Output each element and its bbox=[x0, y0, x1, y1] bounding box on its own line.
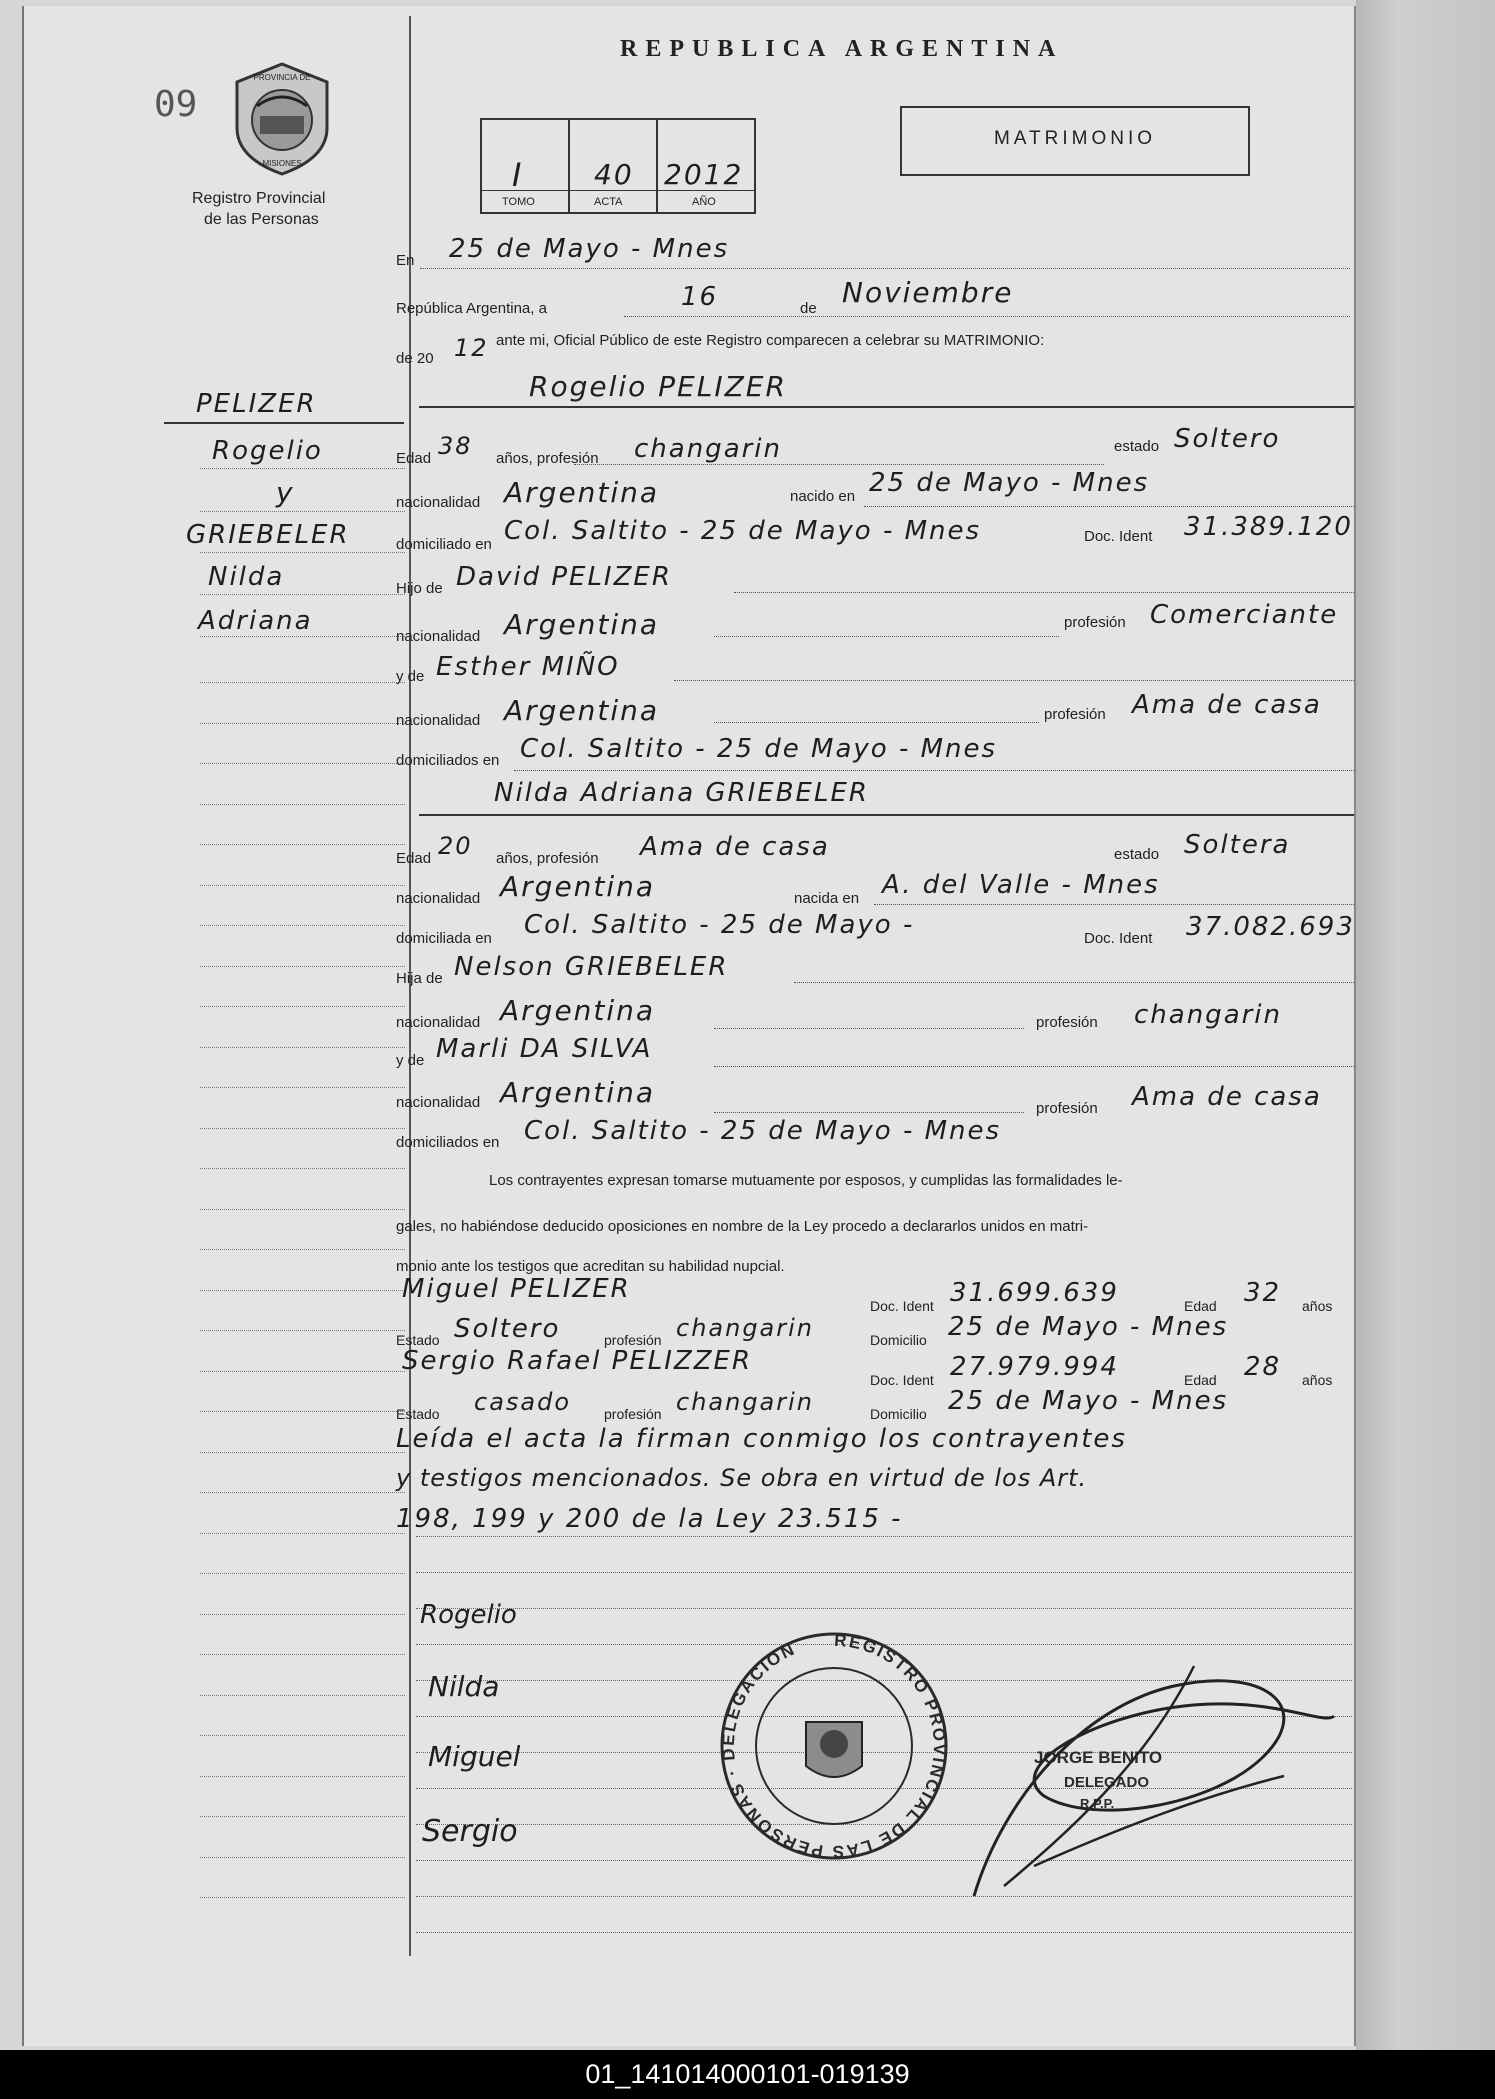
officer-name: JORGE BENITO bbox=[1034, 1748, 1163, 1767]
witness-2-age: 28 bbox=[1244, 1352, 1282, 1382]
margin-groom-name: Rogelio bbox=[212, 436, 323, 466]
acta-label: ACTA bbox=[594, 196, 623, 208]
groom-hijo-label: Hijo de bbox=[396, 580, 443, 597]
stamp-ring-text: REGISTRO PROVINCIAL DE LAS PERSONAS · DELEGACION bbox=[718, 1630, 950, 1862]
witness-2-doc: 27.979.994 bbox=[950, 1352, 1119, 1382]
margin-rule bbox=[200, 1290, 405, 1291]
margin-rule bbox=[200, 1654, 405, 1655]
groom-parents-dom-label: domiciliados en bbox=[396, 752, 500, 769]
intro-de-label: de bbox=[800, 300, 817, 317]
witness-2-anios-label: años bbox=[1302, 1372, 1333, 1388]
bride-birthplace: A. del Valle - Mnes bbox=[882, 870, 1160, 900]
groom-name: Rogelio PELIZER bbox=[529, 370, 787, 403]
witness-1-estado: Soltero bbox=[454, 1314, 561, 1344]
witness-1-doc: 31.699.639 bbox=[950, 1278, 1119, 1308]
anio-value: 2012 bbox=[664, 158, 744, 191]
groom-mother-prof-label: profesión bbox=[1044, 706, 1106, 723]
witness-2-doc-label: Doc. Ident bbox=[870, 1372, 934, 1388]
groom-father-prof-label: profesión bbox=[1064, 614, 1126, 631]
bride-mother: Marli DA SILVA bbox=[436, 1034, 653, 1064]
margin-rule bbox=[200, 1614, 405, 1615]
scan-edge bbox=[1356, 0, 1495, 2050]
witness-1-prof-label: profesión bbox=[604, 1332, 662, 1348]
bride-parents-address: Col. Saltito - 25 de Mayo - Mnes bbox=[524, 1116, 1002, 1146]
intro-day: 16 bbox=[681, 282, 719, 312]
intro-place: 25 de Mayo - Mnes bbox=[449, 234, 730, 264]
witness-1-edad-label: Edad bbox=[1184, 1298, 1217, 1314]
witness-2-name: Sergio Rafael PELIZZER bbox=[402, 1346, 753, 1376]
tomo-value: I bbox=[512, 156, 524, 194]
bride-doc: 37.082.693 bbox=[1186, 912, 1355, 942]
scan-filename: 01_141014000101-019139 bbox=[0, 2050, 1495, 2099]
witness-2-profession: changarin bbox=[676, 1388, 815, 1416]
bride-mother-prof-label: profesión bbox=[1036, 1100, 1098, 1117]
witness-2-address: 25 de Mayo - Mnes bbox=[948, 1386, 1229, 1416]
bride-mother-nac-label: nacionalidad bbox=[396, 1094, 481, 1111]
margin-rule bbox=[200, 844, 405, 845]
margin-rule bbox=[200, 1371, 405, 1372]
margin-rule bbox=[200, 1006, 405, 1007]
margin-rule bbox=[200, 1533, 405, 1534]
margin-bride-surname: GRIEBELER bbox=[186, 520, 350, 550]
margin-rule bbox=[200, 925, 405, 926]
witness-2-estado: casado bbox=[474, 1388, 572, 1416]
note-line-3: 198, 199 y 200 de la Ley 23.515 - bbox=[396, 1504, 903, 1534]
officer-role-2: R.P.P. bbox=[1080, 1796, 1115, 1811]
margin-rule bbox=[200, 1411, 405, 1412]
margin-rule bbox=[200, 885, 405, 886]
signature-bride: Nilda bbox=[428, 1670, 500, 1703]
bride-nacida-label: nacida en bbox=[794, 890, 860, 907]
margin-rule bbox=[200, 1897, 405, 1898]
groom-estado-label: estado bbox=[1114, 438, 1160, 455]
signature-groom: Rogelio bbox=[420, 1600, 517, 1630]
margin-rule bbox=[200, 723, 405, 724]
bride-doc-label: Doc. Ident bbox=[1084, 930, 1153, 947]
act-type-label: MATRIMONIO bbox=[993, 128, 1157, 149]
page-number: 09 bbox=[154, 84, 198, 125]
declaration-line-2: gales, no habiéndose deducido oposiciones en nombre de la Ley procedo a declararlos unidos en matri- bbox=[396, 1218, 1089, 1235]
act-type-box bbox=[900, 106, 1250, 176]
margin-rule bbox=[200, 1209, 405, 1210]
witness-1-age: 32 bbox=[1244, 1278, 1282, 1308]
margin-rule bbox=[200, 682, 405, 683]
body-rule bbox=[416, 1608, 1352, 1609]
margin-rule bbox=[200, 1573, 405, 1574]
bride-name: Nilda Adriana GRIEBELER bbox=[494, 778, 869, 808]
groom-doc: 31.389.120 bbox=[1184, 512, 1353, 542]
witness-1-estado-label: Estado bbox=[396, 1332, 440, 1348]
bride-mother-nationality: Argentina bbox=[500, 1076, 656, 1109]
intro-en-label: En bbox=[396, 252, 415, 269]
margin-rule bbox=[200, 1776, 405, 1777]
acta-value: 40 bbox=[594, 158, 634, 191]
bride-nac-label: nacionalidad bbox=[396, 890, 481, 907]
groom-father-nac-label: nacionalidad bbox=[396, 628, 481, 645]
margin-bride-name: Nilda bbox=[208, 562, 285, 592]
bride-father-prof-label: profesión bbox=[1036, 1014, 1098, 1031]
body-rule bbox=[416, 1536, 1352, 1537]
seal-bottom-text: MISIONES bbox=[262, 159, 302, 168]
tomo-label: TOMO bbox=[502, 196, 535, 208]
groom-doc-label: Doc. Ident bbox=[1084, 528, 1153, 545]
bride-yde-label: y de bbox=[396, 1052, 425, 1069]
intro-month: Noviembre bbox=[842, 276, 1014, 309]
groom-mother-profession: Ama de casa bbox=[1132, 690, 1322, 720]
margin-rule bbox=[200, 1492, 405, 1493]
seal-top-text: PROVINCIA DE bbox=[253, 73, 311, 82]
register-page bbox=[22, 6, 1356, 2046]
registry-name-line2: de las Personas bbox=[204, 211, 319, 228]
witness-2-estado-label: Estado bbox=[396, 1406, 440, 1422]
intro-republic-label: República Argentina, a bbox=[396, 300, 547, 317]
groom-father-nationality: Argentina bbox=[504, 608, 660, 641]
groom-mother: Esther MIÑO bbox=[436, 652, 620, 682]
body-rule bbox=[416, 1572, 1352, 1573]
groom-birthplace: 25 de Mayo - Mnes bbox=[869, 468, 1150, 498]
margin-rule bbox=[200, 1857, 405, 1858]
witness-1-anios-label: años bbox=[1302, 1298, 1333, 1314]
margin-rule bbox=[200, 1249, 405, 1250]
groom-father: David PELIZER bbox=[456, 562, 672, 592]
witness-1-profession: changarin bbox=[676, 1314, 815, 1342]
margin-rule bbox=[200, 1087, 405, 1088]
intro-year-prefix: de 20 bbox=[396, 350, 434, 367]
groom-dom-label: domiciliado en bbox=[396, 536, 492, 553]
bride-estado: Soltera bbox=[1184, 830, 1291, 860]
bride-edad-label: Edad bbox=[396, 850, 432, 867]
margin-rule bbox=[200, 1735, 405, 1736]
signature-witness-2: Sergio bbox=[422, 1814, 518, 1849]
groom-mother-nac-label: nacionalidad bbox=[396, 712, 481, 729]
registry-name-line1: Registro Provincial bbox=[192, 190, 326, 207]
note-line-2: y testigos mencionados. Se obra en virtud de los Art. bbox=[396, 1464, 1088, 1492]
margin-rule bbox=[200, 1168, 405, 1169]
bride-father-profession: changarin bbox=[1134, 1000, 1283, 1030]
anio-label: AÑO bbox=[692, 196, 716, 208]
provincial-seal-icon bbox=[227, 58, 337, 178]
bride-profession: Ama de casa bbox=[640, 832, 830, 862]
witness-2-prof-label: profesión bbox=[604, 1406, 662, 1422]
witness-1-address: 25 de Mayo - Mnes bbox=[948, 1312, 1229, 1342]
groom-age: 38 bbox=[438, 432, 473, 460]
official-signature-icon bbox=[944, 1646, 1354, 1906]
bride-address: Col. Saltito - 25 de Mayo - bbox=[524, 910, 915, 940]
margin-rule bbox=[200, 1128, 405, 1129]
declaration-line-1: Los contrayentes expresan tomarse mutuamente por esposos, y cumplidas las formalidades le- bbox=[489, 1172, 1123, 1189]
bride-parents-dom-label: domiciliados en bbox=[396, 1134, 500, 1151]
witness-2-domicilio-label: Domicilio bbox=[870, 1406, 927, 1422]
groom-nac-label: nacionalidad bbox=[396, 494, 481, 511]
country-title: REPUBLICA ARGENTINA bbox=[620, 36, 1064, 62]
groom-mother-nationality: Argentina bbox=[504, 694, 660, 727]
margin-and: y bbox=[276, 476, 295, 509]
bride-nationality: Argentina bbox=[500, 870, 656, 903]
margin-rule bbox=[200, 1816, 405, 1817]
margin-rule bbox=[200, 1047, 405, 1048]
margin-rule bbox=[200, 966, 405, 967]
intro-year: 12 bbox=[454, 334, 489, 362]
bride-hija-label: Hija de bbox=[396, 970, 443, 987]
witness-1-doc-label: Doc. Ident bbox=[870, 1298, 934, 1314]
margin-bride-middle: Adriana bbox=[198, 606, 313, 636]
bride-mother-profession: Ama de casa bbox=[1132, 1082, 1322, 1112]
groom-prof-label: años, profesión bbox=[496, 450, 599, 467]
official-stamp-icon bbox=[714, 1626, 954, 1866]
groom-address: Col. Saltito - 25 de Mayo - Mnes bbox=[504, 516, 982, 546]
officer-role-1: DELEGADO bbox=[1064, 1774, 1150, 1791]
bride-estado-label: estado bbox=[1114, 846, 1160, 863]
groom-father-profession: Comerciante bbox=[1150, 600, 1339, 630]
bride-father-nationality: Argentina bbox=[500, 994, 656, 1027]
declaration-line-3: monio ante los testigos que acreditan su habilidad nupcial. bbox=[396, 1258, 785, 1275]
bride-dom-label: domiciliada en bbox=[396, 930, 492, 947]
body-rule bbox=[416, 1932, 1352, 1933]
margin-rule bbox=[200, 1452, 405, 1453]
signature-witness-1: Miguel bbox=[428, 1740, 521, 1773]
groom-nationality: Argentina bbox=[504, 476, 660, 509]
groom-profession: changarin bbox=[634, 434, 783, 464]
groom-edad-label: Edad bbox=[396, 450, 432, 467]
witness-1-domicilio-label: Domicilio bbox=[870, 1332, 927, 1348]
witness-1-name: Miguel PELIZER bbox=[402, 1274, 631, 1304]
groom-estado: Soltero bbox=[1174, 424, 1281, 454]
margin-rule bbox=[200, 804, 405, 805]
note-line-1: Leída el acta la firman conmigo los contrayentes bbox=[396, 1424, 1127, 1454]
bride-father-nac-label: nacionalidad bbox=[396, 1014, 481, 1031]
margin-rule bbox=[200, 1330, 405, 1331]
record-box bbox=[480, 118, 756, 214]
bride-prof-label: años, profesión bbox=[496, 850, 599, 867]
groom-yde-label: y de bbox=[396, 668, 425, 685]
margin-rule bbox=[200, 763, 405, 764]
bride-father: Nelson GRIEBELER bbox=[454, 952, 729, 982]
groom-nacido-label: nacido en bbox=[790, 488, 856, 505]
bride-age: 20 bbox=[438, 832, 473, 860]
margin-rule bbox=[200, 1695, 405, 1696]
groom-parents-address: Col. Saltito - 25 de Mayo - Mnes bbox=[520, 734, 998, 764]
witness-2-edad-label: Edad bbox=[1184, 1372, 1217, 1388]
margin-groom-surname: PELIZER bbox=[196, 389, 317, 419]
intro-tail: ante mi, Oficial Público de este Registro comparecen a celebrar su MATRIMONIO: bbox=[496, 332, 1045, 349]
